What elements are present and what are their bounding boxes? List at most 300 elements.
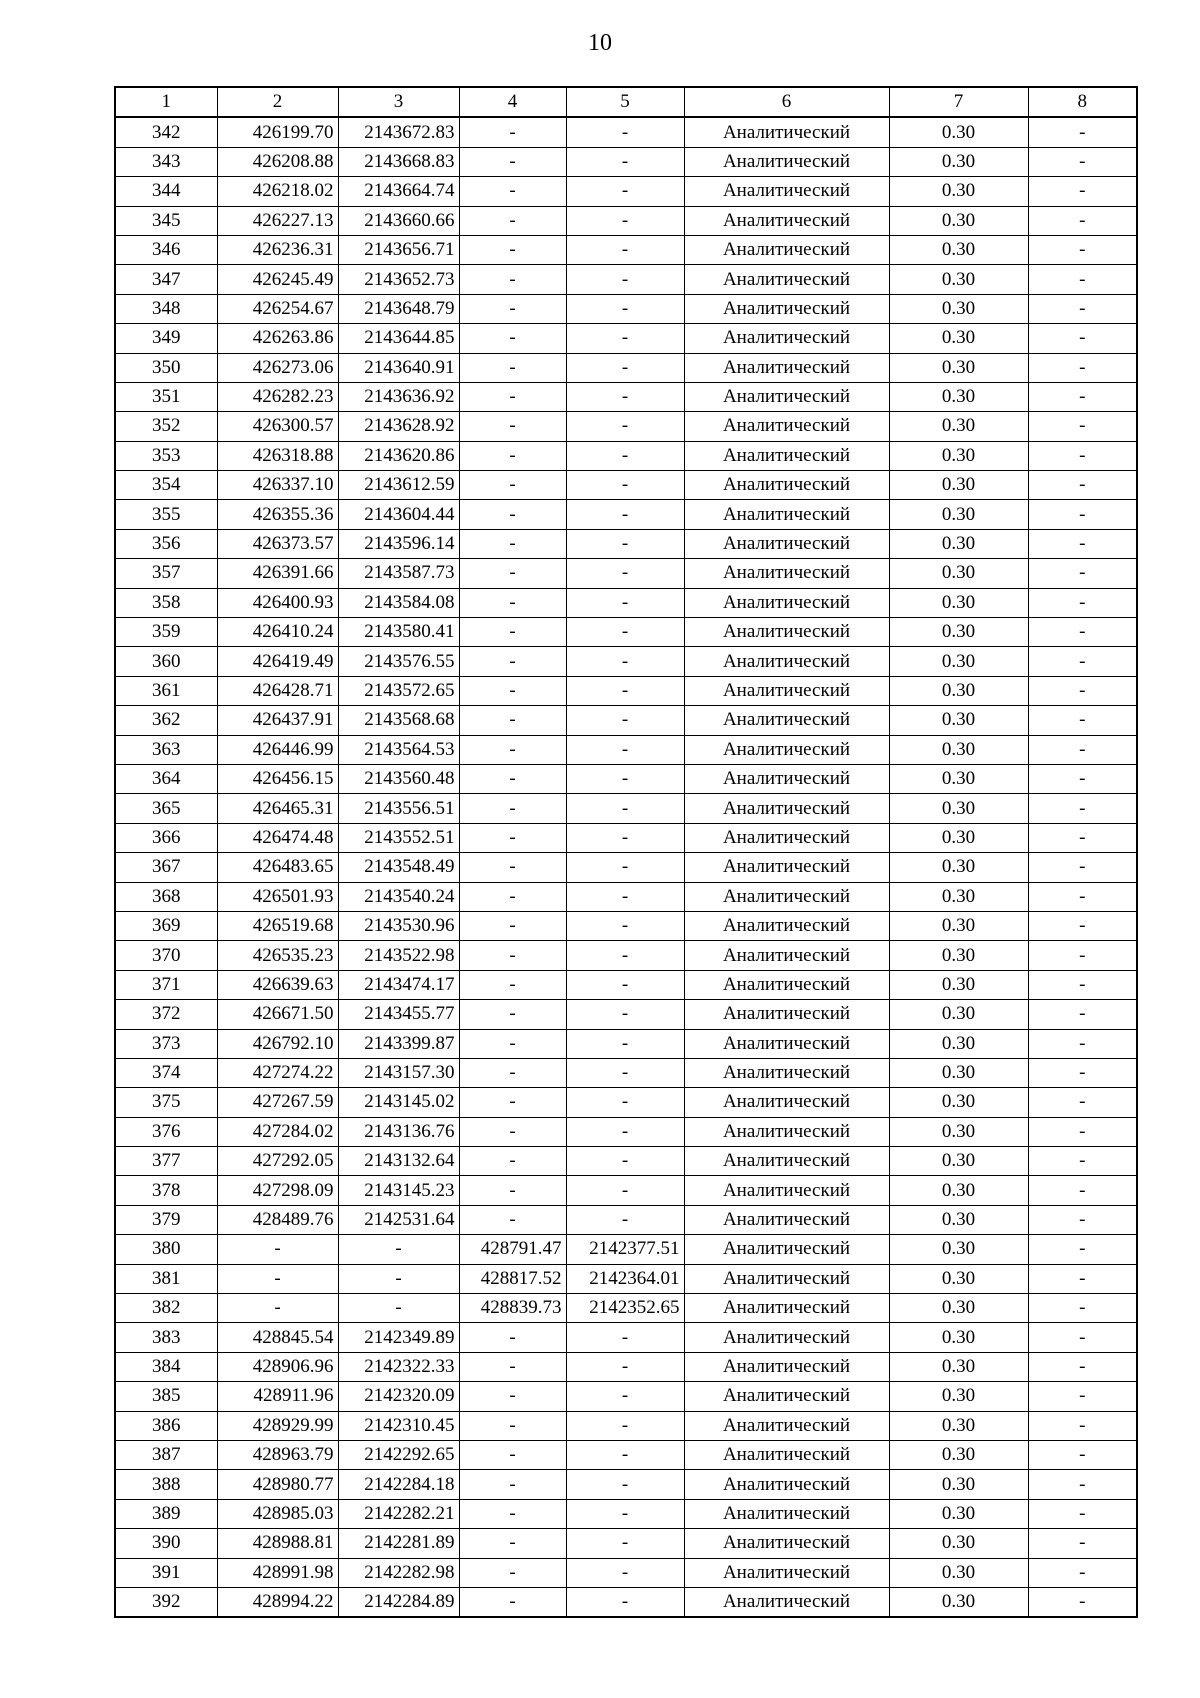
table-cell-col-3: 2143556.51 <box>338 794 459 823</box>
table-cell-col-3: 2143548.49 <box>338 853 459 882</box>
table-cell-col-1: 373 <box>115 1029 217 1058</box>
table-cell-col-3: - <box>338 1264 459 1293</box>
table-cell-col-2: 426519.68 <box>217 911 338 940</box>
table-cell-col-5: - <box>566 1000 684 1029</box>
table-row <box>115 177 1137 206</box>
table-cell-col-7: 0.30 <box>889 706 1028 735</box>
table-cell-col-5: - <box>566 500 684 529</box>
table-cell-col-7: 0.30 <box>889 1088 1028 1117</box>
table-row <box>115 1352 1137 1381</box>
table-cell-col-5: 2142352.65 <box>566 1294 684 1323</box>
table-row <box>115 1558 1137 1587</box>
table-cell-col-8: - <box>1028 529 1137 558</box>
table-cell-col-5: - <box>566 1558 684 1587</box>
table-cell-col-4: - <box>459 941 566 970</box>
table-cell-col-4: - <box>459 353 566 382</box>
table-cell-col-6: Аналитический <box>684 706 889 735</box>
table-cell-col-8: - <box>1028 1352 1137 1381</box>
table-cell-col-1: 366 <box>115 823 217 852</box>
table-cell-col-3: 2143572.65 <box>338 676 459 705</box>
table-cell-col-3: 2143522.98 <box>338 941 459 970</box>
table-cell-col-2: 427274.22 <box>217 1058 338 1087</box>
table-row <box>115 206 1137 235</box>
table-cell-col-3: 2143660.66 <box>338 206 459 235</box>
table-cell-col-7: 0.30 <box>889 1558 1028 1587</box>
table-cell-col-8: - <box>1028 177 1137 206</box>
table-cell-col-1: 384 <box>115 1352 217 1381</box>
table-cell-col-1: 386 <box>115 1411 217 1440</box>
table-cell-col-4: - <box>459 177 566 206</box>
table-cell-col-1: 343 <box>115 147 217 176</box>
table-row <box>115 911 1137 940</box>
table-cell-col-7: 0.30 <box>889 382 1028 411</box>
table-row <box>115 1499 1137 1528</box>
table-cell-col-8: - <box>1028 471 1137 500</box>
table-cell-col-1: 365 <box>115 794 217 823</box>
table-cell-col-6: Аналитический <box>684 529 889 558</box>
table-cell-col-4: 428839.73 <box>459 1294 566 1323</box>
table-cell-col-3: - <box>338 1294 459 1323</box>
table-cell-col-4: - <box>459 853 566 882</box>
table-cell-col-5: - <box>566 941 684 970</box>
table-cell-col-3: 2142292.65 <box>338 1440 459 1469</box>
table-cell-col-2: 427298.09 <box>217 1176 338 1205</box>
table-cell-col-2: 428985.03 <box>217 1499 338 1528</box>
table-cell-col-6: Аналитический <box>684 588 889 617</box>
table-cell-col-2: 426419.49 <box>217 647 338 676</box>
table-cell-col-5: - <box>566 529 684 558</box>
table-cell-col-8: - <box>1028 764 1137 793</box>
table-cell-col-1: 381 <box>115 1264 217 1293</box>
table-cell-col-3: 2143552.51 <box>338 823 459 852</box>
table-cell-col-6: Аналитический <box>684 500 889 529</box>
table-cell-col-1: 382 <box>115 1294 217 1323</box>
table-cell-col-6: Аналитический <box>684 559 889 588</box>
table-cell-col-8: - <box>1028 1176 1137 1205</box>
table-cell-col-7: 0.30 <box>889 206 1028 235</box>
table-cell-col-5: - <box>566 1470 684 1499</box>
table-cell-col-2: 426456.15 <box>217 764 338 793</box>
table-cell-col-5: - <box>566 471 684 500</box>
table-cell-col-8: - <box>1028 794 1137 823</box>
table-cell-col-6: Аналитический <box>684 1529 889 1558</box>
table-cell-col-6: Аналитический <box>684 618 889 647</box>
table-cell-col-2: 428963.79 <box>217 1440 338 1469</box>
table-cell-col-6: Аналитический <box>684 1000 889 1029</box>
table-cell-col-6: Аналитический <box>684 1587 889 1617</box>
table-cell-col-7: 0.30 <box>889 353 1028 382</box>
table-cell-col-6: Аналитический <box>684 1323 889 1352</box>
table-cell-col-4: - <box>459 559 566 588</box>
table-cell-col-6: Аналитический <box>684 823 889 852</box>
table-cell-col-5: - <box>566 618 684 647</box>
table-cell-col-3: 2143656.71 <box>338 235 459 264</box>
table-row <box>115 853 1137 882</box>
table-cell-col-3: 2143640.91 <box>338 353 459 382</box>
table-cell-col-2: 426236.31 <box>217 235 338 264</box>
table-cell-col-1: 350 <box>115 353 217 382</box>
table-cell-col-4: - <box>459 1117 566 1146</box>
table-row <box>115 1382 1137 1411</box>
table-cell-col-3: 2143587.73 <box>338 559 459 588</box>
table-cell-col-3: 2143636.92 <box>338 382 459 411</box>
table-cell-col-4: - <box>459 1470 566 1499</box>
table-cell-col-4: - <box>459 588 566 617</box>
table-cell-col-2: 426400.93 <box>217 588 338 617</box>
table-cell-col-8: - <box>1028 147 1137 176</box>
table-cell-col-4: - <box>459 1411 566 1440</box>
table-cell-col-1: 387 <box>115 1440 217 1469</box>
table-cell-col-2: 428980.77 <box>217 1470 338 1499</box>
table-cell-col-5: - <box>566 735 684 764</box>
table-cell-col-2: 428906.96 <box>217 1352 338 1381</box>
table-cell-col-4: - <box>459 412 566 441</box>
table-body <box>115 117 1137 1617</box>
table-cell-col-8: - <box>1028 235 1137 264</box>
table-cell-col-3: 2143672.83 <box>338 117 459 147</box>
table-cell-col-7: 0.30 <box>889 911 1028 940</box>
table-cell-col-6: Аналитический <box>684 177 889 206</box>
table-cell-col-2: - <box>217 1264 338 1293</box>
table-cell-col-6: Аналитический <box>684 471 889 500</box>
table-cell-col-4: - <box>459 529 566 558</box>
table-cell-col-8: - <box>1028 1440 1137 1469</box>
table-header-row <box>115 87 1137 117</box>
table-cell-col-7: 0.30 <box>889 1176 1028 1205</box>
table-cell-col-3: 2143652.73 <box>338 265 459 294</box>
table-cell-col-2: 428911.96 <box>217 1382 338 1411</box>
table-row <box>115 147 1137 176</box>
table-cell-col-8: - <box>1028 735 1137 764</box>
table-cell-col-7: 0.30 <box>889 1147 1028 1176</box>
table-cell-col-8: - <box>1028 412 1137 441</box>
table-cell-col-2: 428994.22 <box>217 1587 338 1617</box>
table-cell-col-7: 0.30 <box>889 1000 1028 1029</box>
table-cell-col-5: - <box>566 1176 684 1205</box>
table-row <box>115 471 1137 500</box>
table-cell-col-6: Аналитический <box>684 412 889 441</box>
table-cell-col-5: - <box>566 1411 684 1440</box>
table-cell-col-3: 2142281.89 <box>338 1529 459 1558</box>
table-cell-col-3: 2143596.14 <box>338 529 459 558</box>
table-cell-col-8: - <box>1028 1088 1137 1117</box>
table-row <box>115 588 1137 617</box>
table-cell-col-2: 426318.88 <box>217 441 338 470</box>
table-cell-col-2: 428489.76 <box>217 1205 338 1234</box>
column-header-3: 3 <box>338 87 459 117</box>
table-cell-col-2: - <box>217 1235 338 1264</box>
table-cell-col-1: 358 <box>115 588 217 617</box>
table-cell-col-7: 0.30 <box>889 235 1028 264</box>
table-cell-col-4: - <box>459 206 566 235</box>
table-cell-col-8: - <box>1028 1323 1137 1352</box>
table-cell-col-6: Аналитический <box>684 1264 889 1293</box>
table-cell-col-2: 426245.49 <box>217 265 338 294</box>
table-cell-col-2: 426465.31 <box>217 794 338 823</box>
table-cell-col-6: Аналитический <box>684 735 889 764</box>
table-cell-col-1: 391 <box>115 1558 217 1587</box>
table-cell-col-2: 428988.81 <box>217 1529 338 1558</box>
table-cell-col-7: 0.30 <box>889 823 1028 852</box>
table-cell-col-3: 2143668.83 <box>338 147 459 176</box>
table-cell-col-6: Аналитический <box>684 970 889 999</box>
table-cell-col-5: - <box>566 647 684 676</box>
table-cell-col-1: 357 <box>115 559 217 588</box>
table-cell-col-5: - <box>566 676 684 705</box>
table-cell-col-6: Аналитический <box>684 1088 889 1117</box>
table-cell-col-7: 0.30 <box>889 1323 1028 1352</box>
table-cell-col-2: 426501.93 <box>217 882 338 911</box>
table-cell-col-5: - <box>566 1147 684 1176</box>
table-cell-col-4: - <box>459 147 566 176</box>
table-cell-col-7: 0.30 <box>889 1352 1028 1381</box>
table-cell-col-5: - <box>566 177 684 206</box>
table-cell-col-3: 2142349.89 <box>338 1323 459 1352</box>
table-cell-col-5: - <box>566 1352 684 1381</box>
table-cell-col-5: - <box>566 206 684 235</box>
table-cell-col-6: Аналитический <box>684 941 889 970</box>
table-cell-col-6: Аналитический <box>684 1470 889 1499</box>
table-cell-col-5: 2142364.01 <box>566 1264 684 1293</box>
table-row <box>115 265 1137 294</box>
table-row <box>115 1058 1137 1087</box>
table-row <box>115 706 1137 735</box>
table-cell-col-2: 426199.70 <box>217 117 338 147</box>
table-cell-col-4: - <box>459 1440 566 1469</box>
table-cell-col-5: 2142377.51 <box>566 1235 684 1264</box>
table-cell-col-2: 426282.23 <box>217 382 338 411</box>
table-cell-col-7: 0.30 <box>889 500 1028 529</box>
table-cell-col-5: - <box>566 412 684 441</box>
table-cell-col-5: - <box>566 1058 684 1087</box>
table-row <box>115 1117 1137 1146</box>
table-cell-col-4: - <box>459 500 566 529</box>
table-cell-col-2: 426437.91 <box>217 706 338 735</box>
table-cell-col-5: - <box>566 823 684 852</box>
table-cell-col-4: - <box>459 823 566 852</box>
table-row <box>115 735 1137 764</box>
table-row <box>115 1323 1137 1352</box>
table-cell-col-4: - <box>459 1058 566 1087</box>
table-cell-col-8: - <box>1028 882 1137 911</box>
table-cell-col-8: - <box>1028 294 1137 323</box>
table-cell-col-3: 2143145.02 <box>338 1088 459 1117</box>
table-cell-col-6: Аналитический <box>684 1499 889 1528</box>
table-cell-col-8: - <box>1028 1205 1137 1234</box>
table-cell-col-2: - <box>217 1294 338 1323</box>
table-cell-col-7: 0.30 <box>889 1382 1028 1411</box>
table-cell-col-7: 0.30 <box>889 117 1028 147</box>
table-row <box>115 324 1137 353</box>
column-header-5: 5 <box>566 87 684 117</box>
table-cell-col-2: 426474.48 <box>217 823 338 852</box>
table-cell-col-5: - <box>566 853 684 882</box>
table-cell-col-3: 2142320.09 <box>338 1382 459 1411</box>
table-cell-col-6: Аналитический <box>684 206 889 235</box>
table-cell-col-7: 0.30 <box>889 588 1028 617</box>
table-cell-col-2: 426535.23 <box>217 941 338 970</box>
table-cell-col-3: 2142284.89 <box>338 1587 459 1617</box>
table-cell-col-1: 385 <box>115 1382 217 1411</box>
table-cell-col-4: 428791.47 <box>459 1235 566 1264</box>
table-cell-col-7: 0.30 <box>889 1029 1028 1058</box>
table-cell-col-4: - <box>459 117 566 147</box>
table-row <box>115 500 1137 529</box>
table-cell-col-8: - <box>1028 941 1137 970</box>
table-cell-col-8: - <box>1028 1529 1137 1558</box>
table-cell-col-6: Аналитический <box>684 117 889 147</box>
table-cell-col-7: 0.30 <box>889 618 1028 647</box>
table-cell-col-6: Аналитический <box>684 324 889 353</box>
table-cell-col-4: - <box>459 1205 566 1234</box>
table-cell-col-1: 353 <box>115 441 217 470</box>
table-cell-col-6: Аналитический <box>684 764 889 793</box>
table-cell-col-1: 383 <box>115 1323 217 1352</box>
table-cell-col-3: 2143455.77 <box>338 1000 459 1029</box>
table-cell-col-8: - <box>1028 1382 1137 1411</box>
table-cell-col-1: 351 <box>115 382 217 411</box>
table-cell-col-4: - <box>459 1499 566 1528</box>
table-cell-col-1: 356 <box>115 529 217 558</box>
table-cell-col-4: - <box>459 1147 566 1176</box>
table-row <box>115 441 1137 470</box>
table-cell-col-7: 0.30 <box>889 441 1028 470</box>
table-cell-col-7: 0.30 <box>889 1411 1028 1440</box>
table-cell-col-3: 2143474.17 <box>338 970 459 999</box>
table-cell-col-3: 2142284.18 <box>338 1470 459 1499</box>
table-cell-col-8: - <box>1028 1235 1137 1264</box>
table-cell-col-8: - <box>1028 265 1137 294</box>
table-cell-col-1: 345 <box>115 206 217 235</box>
table-cell-col-8: - <box>1028 559 1137 588</box>
table-cell-col-7: 0.30 <box>889 1117 1028 1146</box>
table-cell-col-3: 2142531.64 <box>338 1205 459 1234</box>
table-row <box>115 382 1137 411</box>
table-cell-col-4: - <box>459 265 566 294</box>
table-cell-col-5: - <box>566 970 684 999</box>
table-cell-col-6: Аналитический <box>684 353 889 382</box>
table-cell-col-1: 361 <box>115 676 217 705</box>
table-row <box>115 764 1137 793</box>
table-cell-col-5: - <box>566 235 684 264</box>
table-cell-col-8: - <box>1028 117 1137 147</box>
table-cell-col-3: 2143576.55 <box>338 647 459 676</box>
table-cell-col-7: 0.30 <box>889 177 1028 206</box>
table-cell-col-7: 0.30 <box>889 1058 1028 1087</box>
table-cell-col-6: Аналитический <box>684 853 889 882</box>
table-cell-col-4: - <box>459 618 566 647</box>
table-cell-col-1: 372 <box>115 1000 217 1029</box>
table-cell-col-5: - <box>566 1499 684 1528</box>
column-header-7: 7 <box>889 87 1028 117</box>
table-cell-col-4: - <box>459 1382 566 1411</box>
table-cell-col-1: 360 <box>115 647 217 676</box>
table-cell-col-4: - <box>459 882 566 911</box>
table-cell-col-2: 428991.98 <box>217 1558 338 1587</box>
table-cell-col-1: 364 <box>115 764 217 793</box>
table-cell-col-8: - <box>1028 324 1137 353</box>
table-cell-col-1: 354 <box>115 471 217 500</box>
table-cell-col-4: - <box>459 1529 566 1558</box>
table-cell-col-2: 426373.57 <box>217 529 338 558</box>
table-cell-col-2: 426227.13 <box>217 206 338 235</box>
table-cell-col-1: 375 <box>115 1088 217 1117</box>
table-cell-col-8: - <box>1028 618 1137 647</box>
table-cell-col-6: Аналитический <box>684 647 889 676</box>
table-cell-col-5: - <box>566 1029 684 1058</box>
table-cell-col-5: - <box>566 324 684 353</box>
column-header-2: 2 <box>217 87 338 117</box>
table-cell-col-2: 426254.67 <box>217 294 338 323</box>
table-cell-col-5: - <box>566 147 684 176</box>
table-cell-col-5: - <box>566 1088 684 1117</box>
table-cell-col-1: 374 <box>115 1058 217 1087</box>
table-cell-col-8: - <box>1028 706 1137 735</box>
table-cell-col-1: 389 <box>115 1499 217 1528</box>
table-row <box>115 1088 1137 1117</box>
table-cell-col-4: - <box>459 794 566 823</box>
table-cell-col-5: - <box>566 1440 684 1469</box>
table-cell-col-1: 392 <box>115 1587 217 1617</box>
table-cell-col-4: - <box>459 441 566 470</box>
table-row <box>115 882 1137 911</box>
table-cell-col-4: - <box>459 324 566 353</box>
table-cell-col-3: 2143157.30 <box>338 1058 459 1087</box>
table-cell-col-3: 2143540.24 <box>338 882 459 911</box>
table-cell-col-1: 379 <box>115 1205 217 1234</box>
table-row <box>115 412 1137 441</box>
table-cell-col-3: 2143620.86 <box>338 441 459 470</box>
table-row <box>115 1000 1137 1029</box>
table-cell-col-4: - <box>459 294 566 323</box>
table-cell-col-5: - <box>566 588 684 617</box>
table-cell-col-6: Аналитический <box>684 1382 889 1411</box>
table-cell-col-3: 2142282.21 <box>338 1499 459 1528</box>
table-cell-col-6: Аналитический <box>684 147 889 176</box>
table-row <box>115 676 1137 705</box>
table-cell-col-3: 2143132.64 <box>338 1147 459 1176</box>
table-cell-col-1: 377 <box>115 1147 217 1176</box>
table-cell-col-4: - <box>459 1587 566 1617</box>
table-cell-col-7: 0.30 <box>889 794 1028 823</box>
table-cell-col-7: 0.30 <box>889 559 1028 588</box>
table-cell-col-5: - <box>566 353 684 382</box>
table-cell-col-1: 346 <box>115 235 217 264</box>
table-cell-col-8: - <box>1028 1470 1137 1499</box>
table-row <box>115 1029 1137 1058</box>
table-cell-col-7: 0.30 <box>889 1470 1028 1499</box>
table-cell-col-4: 428817.52 <box>459 1264 566 1293</box>
table-row <box>115 353 1137 382</box>
table-cell-col-4: - <box>459 676 566 705</box>
table-cell-col-1: 349 <box>115 324 217 353</box>
table-cell-col-2: 426428.71 <box>217 676 338 705</box>
table-cell-col-8: - <box>1028 382 1137 411</box>
table-cell-col-8: - <box>1028 1029 1137 1058</box>
table-cell-col-5: - <box>566 794 684 823</box>
table-cell-col-5: - <box>566 1587 684 1617</box>
table-cell-col-6: Аналитический <box>684 1147 889 1176</box>
table-cell-col-5: - <box>566 1382 684 1411</box>
table-cell-col-5: - <box>566 882 684 911</box>
table-row <box>115 529 1137 558</box>
table-cell-col-8: - <box>1028 1411 1137 1440</box>
table-cell-col-1: 363 <box>115 735 217 764</box>
table-cell-col-6: Аналитический <box>684 294 889 323</box>
table-cell-col-7: 0.30 <box>889 412 1028 441</box>
table-cell-col-2: 428845.54 <box>217 1323 338 1352</box>
table-cell-col-5: - <box>566 1117 684 1146</box>
